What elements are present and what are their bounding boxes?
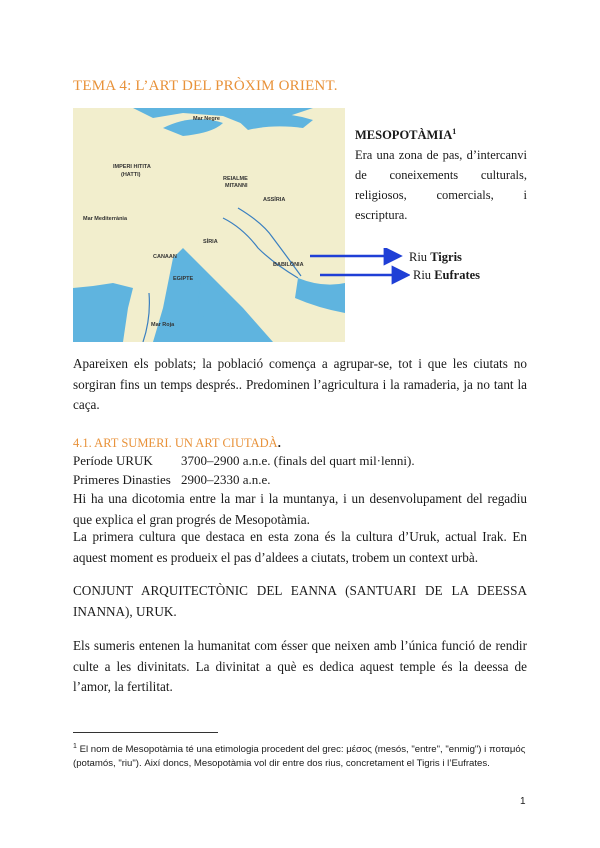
label-asiria: ASSÍRIA (263, 197, 286, 203)
paragraph-dicotomia: Hi ha una dicotomia entre la mar i la muntanya, i un desenvolupament del regadiu que explica el gran progrés de Mesopotàmia. (73, 491, 527, 527)
sidebar-heading: MESOPOTÀMIA$^1$ (355, 127, 457, 143)
page-title: TEMA 4: L’ART DEL PRÒXIM ORIENT. (73, 78, 338, 94)
eufrates-label: Riu Eufrates (413, 268, 481, 282)
paragraph-sumeris: Els sumeris entenen la humanitat com ésser que neixen amb l’única funció de rendir culte a les divinitats. La divinitat a què es dedica aquest temple és la deessa de l’amor, la fertilitat. (73, 638, 527, 694)
river-arrows (310, 248, 410, 288)
section-heading: 4.1. ART SUMERI. UN ART CIUTADÀ. (73, 436, 281, 450)
label-mar-negre: Mar Negre (193, 116, 220, 122)
paragraph-eanna: CONJUNT ARQUITECTÒNIC DEL EANNA (SANTUARI DE LA DEESSA INANNA), URUK. (73, 583, 527, 619)
label-imperi-hitita: IMPERI HITITA (113, 164, 151, 170)
page-number: 1 (520, 796, 526, 807)
label-mitanni: MITANNI (225, 183, 248, 189)
label-reialme: REIALME (223, 176, 248, 182)
label-canaan: CANAAN (153, 254, 177, 260)
tigris-label: Riu Tigris (409, 250, 462, 264)
label-egipte: EGIPTE (173, 276, 194, 282)
mesopotamia-sidebar (355, 122, 527, 225)
paragraph-uruk: La primera cultura que destaca en esta zona és la cultura d’Uruk, actual Irak. En aquest moment es produeix el pas d’aldees a ciutats, trobem un context urbà. (73, 529, 527, 565)
footnote: $^1$ El nom de Mesopotàmia té una etimologia procedent del grec: μέσος (mesós, "entre", "enmig") i ποταμός (potamós, "riu"). Així doncs, Mesopotàmia vol dir entre dos rius, concretament el Tigris i l’Eufrates. (73, 743, 526, 770)
sidebar-text: Era una zona de pas, d’intercanvi de coneixements culturals, religiosos, comercials, i escriptura. (355, 148, 527, 223)
label-mar-mediterrania: Mar Mediterrània (83, 216, 128, 222)
map-of-near-east (73, 108, 345, 342)
label-mar-roja: Mar Roja (151, 322, 175, 328)
label-babilonia: BABILÒNIA (273, 262, 304, 268)
paragraph-intro: Apareixen els poblats; la població comença a agrupar-se, tot i que les ciutats no sorgiran fins un temps després.. Predominen l’agricultura i la ramaderia, ja no tant la caça. (73, 356, 527, 412)
label-hatti: (HATTI) (121, 172, 141, 178)
period-row: Primeres Dinasties 2900–2330 a.n.e. (73, 472, 271, 487)
footnote-rule (73, 732, 218, 733)
period-row: Període URUK 3700–2900 a.n.e. (finals del quart mil·lenni). (73, 453, 415, 468)
label-siria: SÍRIA (203, 239, 218, 245)
